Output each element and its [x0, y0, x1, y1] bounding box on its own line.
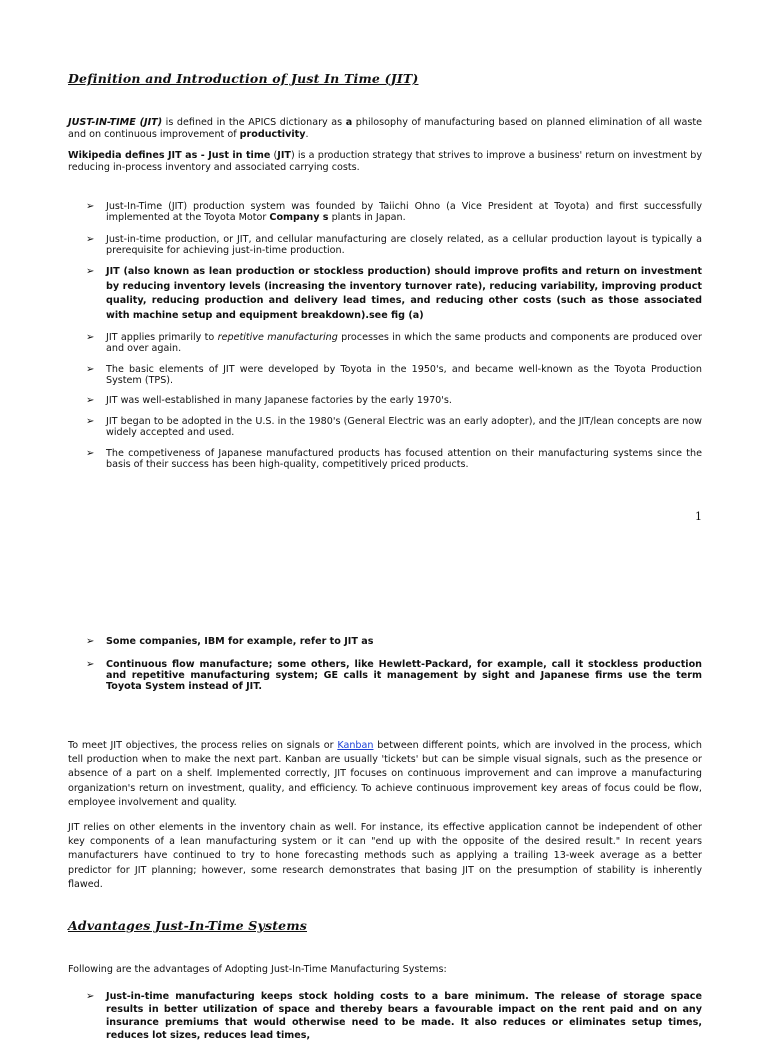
- text-span: The basic elements of JIT were developed by Toyota in the 1950's, and became well-known as the Toyota Production System (TPS).: [106, 364, 702, 386]
- paragraph-apics-definition: [68, 117, 702, 141]
- text-span: Wikipedia defines JIT as - Just in time: [68, 150, 271, 161]
- paragraph-inventory-chain: JIT relies on other elements in the inventory chain as well. For instance, its effective application cannot be independent of other key components of a lean manufacturing system or it can "end up with the opposite of the desired result." In recent years manufacturers have continued to try to hone forecasting methods such as applying a trailing 13-week average as a better predictor for JIT planning; however, some research demonstrates that basing JIT on the presumption of stability is inherently flawed.: [68, 822, 702, 890]
- text-span: .: [305, 129, 309, 140]
- arrow-bullet-icon: ➢: [86, 448, 95, 459]
- list-item: [86, 990, 702, 1042]
- text-span: Just-In-Time (JIT) production system was founded by Taiichi Ohno (a Vice President at Toyota) and first successfully implemented at the Toyota Motor: [106, 201, 702, 223]
- list-item: [86, 265, 702, 323]
- text-span: The competiveness of Japanese manufactured products has focused attention on their manufacturing systems since the basis of their success has been high-quality, competitively priced products.: [106, 448, 702, 470]
- list-item: [86, 448, 702, 470]
- text-span: JIT was well-established in many Japanese factories by the early 1970's.: [106, 395, 452, 406]
- term-productivity: productivity: [239, 129, 306, 140]
- arrow-bullet-icon: ➢: [86, 332, 95, 343]
- text-span: Some companies, IBM for example, refer to JIT as: [106, 636, 374, 647]
- arrow-bullet-icon: ➢: [86, 266, 95, 277]
- arrow-bullet-icon: ➢: [86, 234, 95, 245]
- jit-facts-list: [86, 201, 702, 470]
- text-span: JIT began to be adopted in the U.S. in the 1980's (General Electric was an early adopter), and the JIT/lean concepts are now widely accepted and used.: [106, 416, 702, 438]
- list-item: [86, 636, 702, 647]
- list-item: [86, 364, 702, 386]
- text-span: is defined in the APICS dictionary as: [162, 117, 346, 128]
- term-jit: JUST-IN-TIME (JIT): [68, 117, 163, 128]
- text-span: (: [270, 150, 278, 161]
- list-item: [86, 416, 702, 438]
- text-span: JIT (also known as lean production or stockless production) should improve profits and return on investment by reducing inventory levels (increasing the inventory turnover rate), reducing variability, improving product quality, reducing production and delivery lead times, and reducing other costs (such as those associated with machine setup and equipment breakdown).see fig (a): [106, 266, 702, 321]
- arrow-bullet-icon: ➢: [86, 395, 95, 406]
- text-span: plants in Japan.: [328, 212, 406, 223]
- advantages-list: [86, 990, 702, 1042]
- text-span: repetitive manufacturing: [217, 332, 338, 343]
- jit-names-list: [86, 636, 702, 692]
- text-span: a: [345, 117, 353, 128]
- text-span: To meet JIT objectives, the process relies on signals or: [68, 740, 338, 751]
- list-item: [86, 659, 702, 692]
- page-number: 1: [695, 510, 702, 523]
- text-span: ) is a production strategy that strives to improve a business' return on investment by reducing in-process inventory and associated carrying costs.: [68, 150, 702, 173]
- list-item: [86, 201, 702, 223]
- list-item: [86, 332, 702, 354]
- text-span: JIT: [277, 150, 291, 161]
- text-span: Just-in-time production, or JIT, and cellular manufacturing are closely related, as a cellular production layout is typically a prerequisite for achieving just-in-time production.: [106, 234, 702, 256]
- paragraph-wikipedia-definition: [68, 150, 702, 174]
- list-item: [86, 234, 702, 256]
- paragraph-advantages-intro: Following are the advantages of Adopting Just-In-Time Manufacturing Systems:: [68, 964, 447, 975]
- arrow-bullet-icon: ➢: [86, 201, 95, 212]
- text-span: JIT applies primarily to: [106, 332, 218, 343]
- arrow-bullet-icon: ➢: [86, 636, 95, 647]
- section-heading-advantages: Advantages Just-In-Time Systems: [68, 918, 308, 933]
- text-span: philosophy of manufacturing based on planned elimination of all waste and on continuous improvement of: [68, 117, 702, 140]
- list-item: [86, 395, 702, 406]
- arrow-bullet-icon: ➢: [86, 991, 95, 1002]
- text-span: Continuous flow manufacture; some others, like Hewlett-Packard, for example, call it stockless production and repetitive manufacturing system; GE calls it management by sight and Japanese firms use the term Toyota System instead of JIT.: [106, 659, 702, 692]
- arrow-bullet-icon: ➢: [86, 659, 95, 670]
- text-span: between different points, which are involved in the process, which tell production when to make the next part. Kanban are usually 'tickets' but can be simple visual signals, such as the presence or absence of a part on a shelf. Implemented correctly, JIT focuses on continuous improvement and can improve a manufacturing organization's return on investment, quality, and efficiency. To achieve continuous improvement key areas of focus could be flow, employee involvement and quality.: [68, 740, 702, 808]
- text-span: Company s: [269, 212, 329, 223]
- arrow-bullet-icon: ➢: [86, 416, 95, 427]
- paragraph-kanban: [68, 739, 702, 810]
- section-heading-definition: Definition and Introduction of Just In Time (JIT): [68, 71, 419, 86]
- kanban-link[interactable]: Kanban: [337, 740, 374, 751]
- text-span: Just-in-time manufacturing keeps stock holding costs to a bare minimum. The release of storage space results in better utilization of space and thereby bears a favourable impact on the rent paid and on any insurance premiums that would otherwise need to be made. It also reduces or eliminates setup times, reduces lot sizes, reduces lead times,: [106, 991, 702, 1041]
- text-span: processes in which the same products and components are produced over and over again.: [106, 332, 702, 354]
- arrow-bullet-icon: ➢: [86, 364, 95, 375]
